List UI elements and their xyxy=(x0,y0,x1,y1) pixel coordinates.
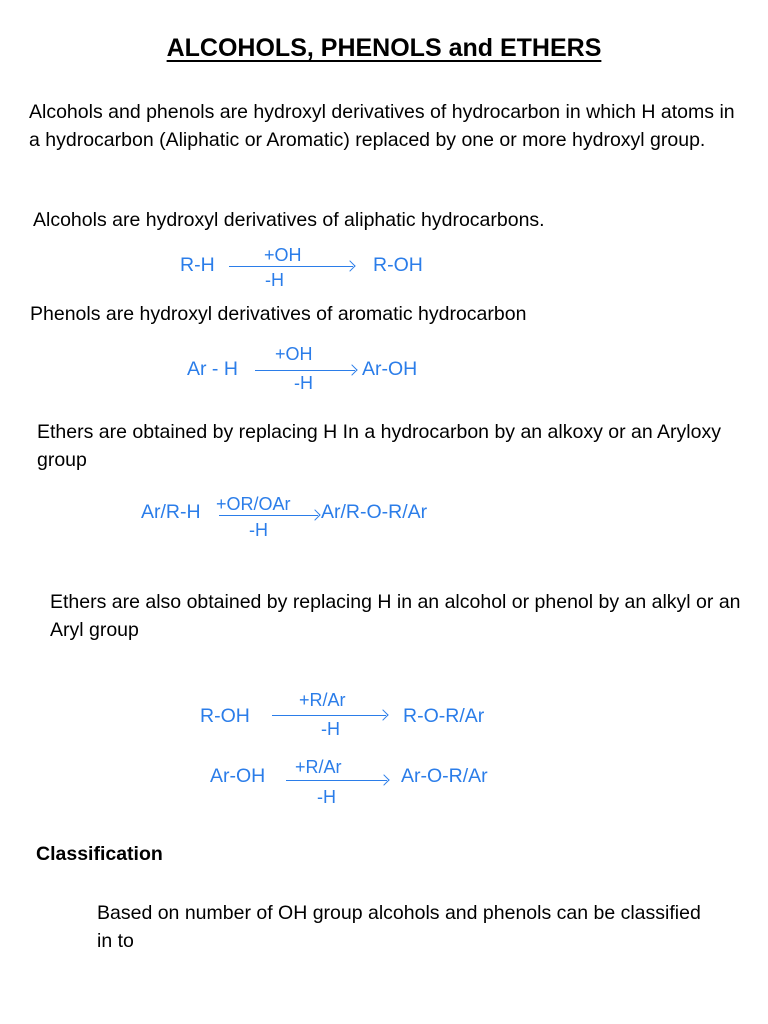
reaction-arrow xyxy=(229,266,353,267)
reaction-product: Ar-OH xyxy=(362,358,418,380)
reaction-below: -H xyxy=(249,520,268,540)
ethers-also-paragraph: Ethers are also obtained by replacing H in an alcohol or phenol by an alkyl or an Aryl group xyxy=(50,591,741,641)
reaction-arrow xyxy=(286,780,387,781)
reaction-below: -H xyxy=(294,373,313,393)
reaction-reactant: Ar/R-H xyxy=(141,501,201,523)
reaction-below: -H xyxy=(317,787,336,807)
arrow-head-icon xyxy=(344,260,355,271)
reaction-reactant: R-OH xyxy=(200,705,250,727)
arrow-head-icon xyxy=(309,509,320,520)
reaction-above: +OH xyxy=(264,245,302,265)
phenols-paragraph: Phenols are hydroxyl derivatives of aromatic hydrocarbon xyxy=(30,303,527,325)
reaction-product: Ar-O-R/Ar xyxy=(401,765,488,787)
arrow-head-icon xyxy=(378,774,389,785)
arrow-head-icon xyxy=(346,364,357,375)
reaction-reactant: Ar - H xyxy=(187,358,238,380)
reaction-above: +OH xyxy=(275,344,313,364)
classification-paragraph: Based on number of OH group alcohols and phenols can be classified in to xyxy=(97,902,701,952)
reaction-arrow xyxy=(272,715,386,716)
intro-paragraph: Alcohols and phenols are hydroxyl derivatives of hydrocarbon in which H atoms in a hydrocarbon (Aliphatic or Aromatic) replaced by one or more hydroxyl group. xyxy=(29,101,735,151)
reaction-above: +OR/OAr xyxy=(216,494,291,514)
reaction-arrow xyxy=(219,515,318,516)
reaction-above: +R/Ar xyxy=(295,757,342,777)
reaction-below: -H xyxy=(321,719,340,739)
reaction-product: Ar/R-O-R/Ar xyxy=(321,501,428,523)
ethers-paragraph: Ethers are obtained by replacing H In a hydrocarbon by an alkoxy or an Aryloxy group xyxy=(37,421,721,471)
reaction-product: R-OH xyxy=(373,254,423,276)
reaction-product: R-O-R/Ar xyxy=(403,705,485,727)
page-title: ALCOHOLS, PHENOLS and ETHERS xyxy=(166,34,602,62)
reaction-reactant: R-H xyxy=(180,254,215,276)
reaction-reactant: Ar-OH xyxy=(210,765,266,787)
reaction-above: +R/Ar xyxy=(299,690,346,710)
reaction-arrow xyxy=(255,370,355,371)
classification-heading: Classification xyxy=(36,843,163,865)
reaction-below: -H xyxy=(265,270,284,290)
arrow-head-icon xyxy=(377,709,388,720)
alcohols-paragraph: Alcohols are hydroxyl derivatives of aliphatic hydrocarbons. xyxy=(33,209,545,231)
